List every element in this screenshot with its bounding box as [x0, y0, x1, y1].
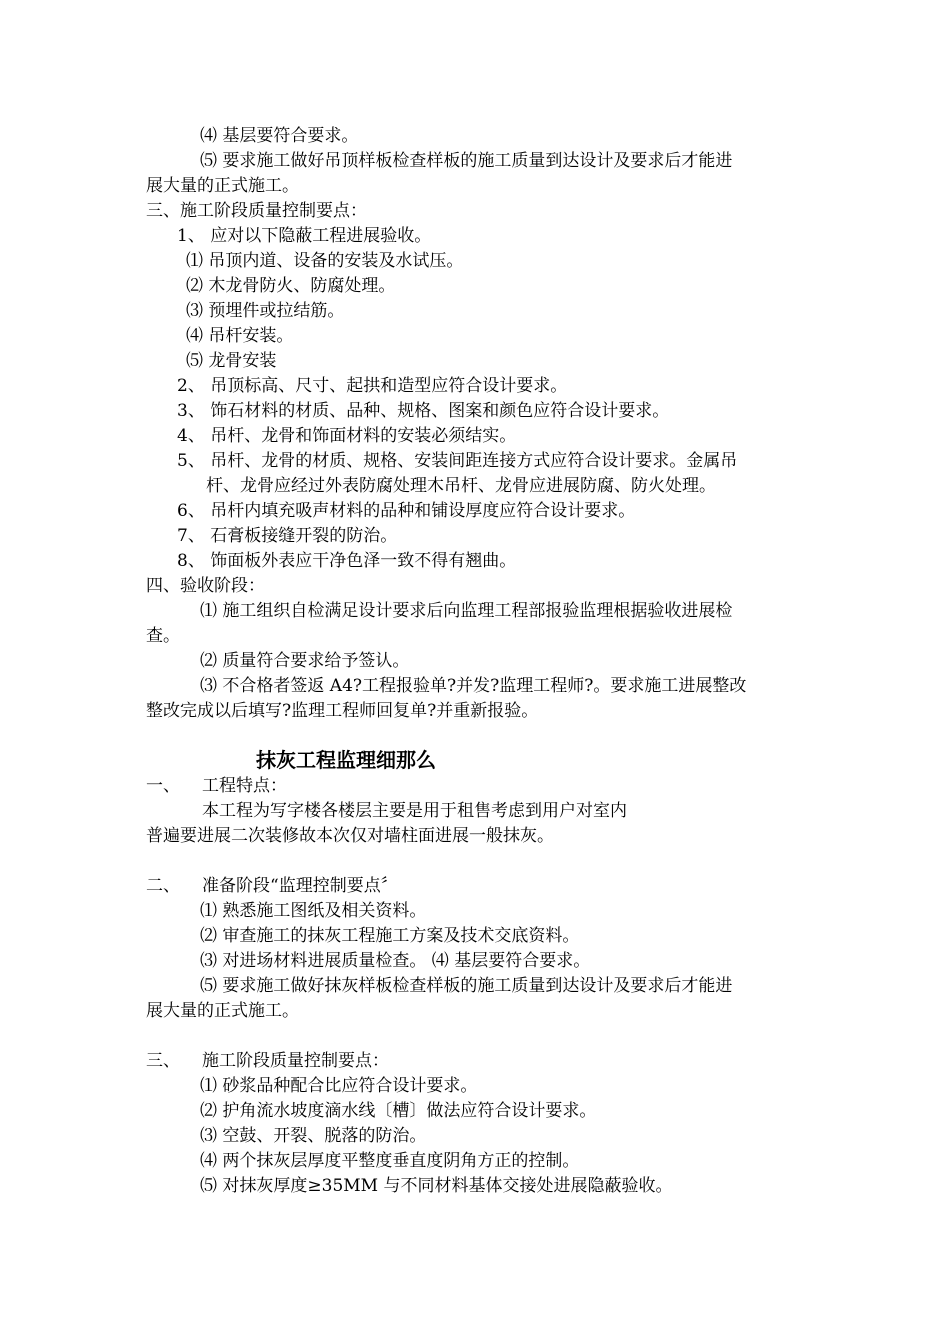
- list-item: ⑵ 审查施工的抹灰工程施工方案及技术交底资料。: [200, 926, 580, 946]
- text-line: 展大量的正式施工。: [146, 176, 299, 196]
- list-item: 8、 饰面板外表应干净色泽一致不得有翘曲。: [177, 551, 517, 571]
- list-item: ⑴ 熟悉施工图纸及相关资料。: [200, 901, 427, 921]
- text-line: ⑵ 质量符合要求给予签认。: [200, 651, 410, 671]
- text-line: ⑷ 基层要符合要求。: [200, 126, 359, 146]
- list-item: 3、 饰石材料的材质、品种、规格、图案和颜色应符合设计要求。: [177, 401, 670, 421]
- sub-list-item: ⑵ 木龙骨防火、防腐处理。: [186, 276, 396, 296]
- section-heading: 准备阶段“监理控制要点〞: [202, 876, 398, 896]
- section-number: 一、: [146, 776, 180, 796]
- list-item: ⑸ 对抹灰厚度≥35MM 与不同材料基体交接处进展隐蔽验收。: [200, 1176, 673, 1196]
- list-item: ⑶ 对进场材料进展质量检查。 ⑷ 基层要符合要求。: [200, 951, 591, 971]
- list-item: 1、 应对以下隐蔽工程进展验收。: [177, 226, 432, 246]
- section-heading: 工程特点：: [202, 776, 287, 796]
- sub-list-item: ⑸ 龙骨安装: [186, 351, 277, 371]
- list-item: ⑶ 空鼓、开裂、脱落的防治。: [200, 1126, 427, 1146]
- text-line: 普遍要进展二次装修故本次仅对墙柱面进展一般抹灰。: [146, 826, 554, 846]
- list-item-continuation: 杆、龙骨应经过外表防腐处理木吊杆、龙骨应进展防腐、防火处理。: [206, 476, 716, 496]
- list-item: ⑵ 护角流水坡度滴水线〔槽〕做法应符合设计要求。: [200, 1101, 597, 1121]
- text-line: ⑴ 施工组织自检满足设计要求后向监理工程部报验监理根据验收进展检: [200, 601, 733, 621]
- document-title: 抹灰工程监理细那么: [256, 748, 436, 772]
- text-line: 查。: [146, 626, 180, 646]
- section-number: 二、: [146, 876, 180, 896]
- sub-list-item: ⑴ 吊顶内道、设备的安装及水试压。: [186, 251, 464, 271]
- list-item: ⑴ 砂浆品种配合比应符合设计要求。: [200, 1076, 478, 1096]
- section-heading: 施工阶段质量控制要点：: [202, 1051, 389, 1071]
- section-number: 三、: [146, 1051, 180, 1071]
- list-item: 2、 吊顶标高、尺寸、起拱和造型应符合设计要求。: [177, 376, 568, 396]
- text-line: ⑶ 不合格者签返 A4?工程报验单?并发?监理工程师?。要求施工进展整改: [200, 676, 747, 696]
- list-item-continuation: 展大量的正式施工。: [146, 1001, 299, 1021]
- list-item: 4、 吊杆、龙骨和饰面材料的安装必须结实。: [177, 426, 517, 446]
- sub-list-item: ⑷ 吊杆安装。: [186, 326, 294, 346]
- text-line: 整改完成以后填写?监理工程师回复单?并重新报验。: [146, 701, 539, 721]
- list-item: 7、 石膏板接缝开裂的防治。: [177, 526, 398, 546]
- list-item: ⑷ 两个抹灰层厚度平整度垂直度阴角方正的控制。: [200, 1151, 580, 1171]
- text-line: ⑸ 要求施工做好吊顶样板检查样板的施工质量到达设计及要求后才能进: [200, 151, 733, 171]
- text-line: 本工程为写字楼各楼层主要是用于租售考虑到用户对室内: [202, 801, 627, 821]
- list-item: 5、 吊杆、龙骨的材质、规格、安装间距连接方式应符合设计要求。金属吊: [177, 451, 738, 471]
- section-heading: 三、施工阶段质量控制要点：: [146, 201, 367, 221]
- section-heading: 四、验收阶段：: [146, 576, 265, 596]
- list-item: 6、 吊杆内填充吸声材料的品种和铺设厚度应符合设计要求。: [177, 501, 636, 521]
- list-item: ⑸ 要求施工做好抹灰样板检查样板的施工质量到达设计及要求后才能进: [200, 976, 733, 996]
- sub-list-item: ⑶ 预埋件或拉结筋。: [186, 301, 345, 321]
